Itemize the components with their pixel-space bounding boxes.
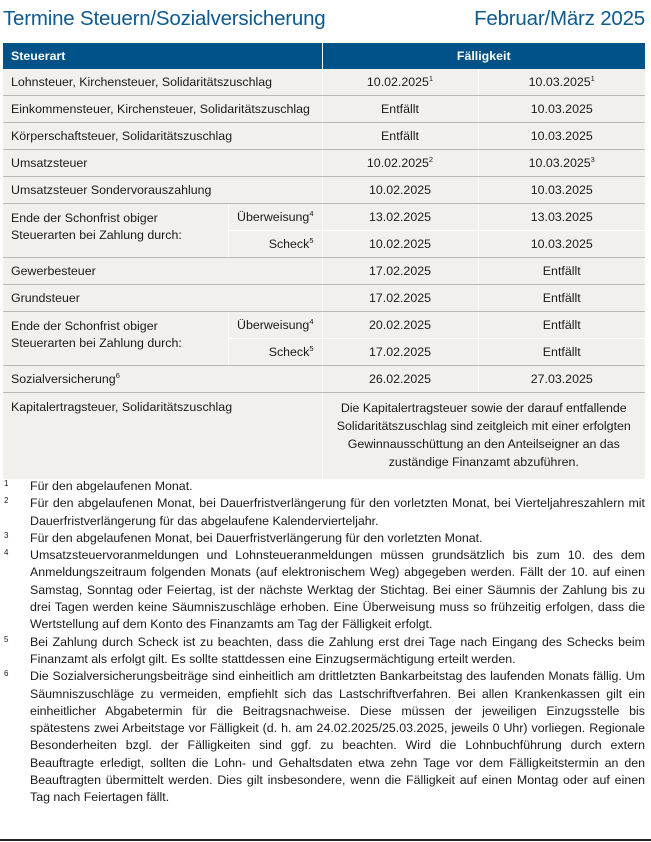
row-label: Gewerbesteuer [3,258,322,285]
due-february [322,150,478,177]
table-row [3,123,645,150]
payment-method-scheck [228,231,322,258]
schonfrist-label: Ende der Schonfrist obiger Steuerarten bei Zahlung durch: [3,312,228,366]
footnote-number: 3 [4,530,9,540]
table-row [3,150,645,177]
footnote [3,634,645,669]
label-text: Sozialversicherung [11,372,116,386]
footnote-text: Die Sozialversicherungsbeiträge sind einheitlich am drittletzten Bankarbeitstag des laufenden Monats fällig. Um Säumniszuschläge zu vermeiden, empfiehlt sich das Lastschriftverfahren. Bei allen Krankenkassen gilt ein einheitlicher Abgabetermin für die Beitragsnachweise. Diese müssen der jeweiligen Einzugsstelle bis spätestens zwei Arbeitstage vor Fälligkeit (d. h. am 24.02.2025/25.03.2025, jeweils 0 Uhr) vorliegen. Regionale Besonderheiten bzgl. der Fälligkeiten sind ggf. zu beachten. Wird die Lohnbuchführung durch extern Beauftragte erledigt, sollten die Lohn- und Gehaltsdaten etwa zehn Tage vor dem Fälligkeitstermin an den Beauftragten übermittelt werden. Dies gilt insbesondere, wenn die Fälligkeit auf einen Montag oder auf einen Tag nach Feiertagen fällt. [30,669,645,805]
date-value: 10.03.2025 [528,156,591,170]
row-label: Einkommensteuer, Kirchensteuer, Solidaritätszuschlag [3,96,322,123]
row-label: Umsatzsteuer Sondervorauszahlung [3,177,322,204]
payment-method-scheck [228,339,322,366]
row-label: Grundsteuer [3,285,322,312]
footnote-ref: 6 [115,371,120,380]
page-title: Termine Steuern/Sozialversicherung [3,7,326,30]
date-value: 10.03.2025 [528,75,591,89]
table-header-row [3,43,645,69]
table-row-schonfrist-ueberweisung [3,312,645,339]
row-label: Körperschaftsteuer, Solidaritätszuschlag [3,123,322,150]
table-row [3,258,645,285]
kapitalertragsteuer-note: Die Kapitalertragsteuer sowie der darauf entfallende Solidaritätszuschlag sind zeitgleich mit einer erfolgten Gewinnausschüttung an den Anteilseigner an das zuständige Finanzamt abzuführen. [322,393,645,480]
footnote-text: Bei Zahlung durch Scheck ist zu beachten, dass die Zahlung erst drei Tage nach Eingang des Schecks beim Finanzamt als erfolgt gilt. Es sollte stattdessen eine Einzugsermächtigung erteilt werden. [30,634,645,666]
payment-method-ueberweisung [228,204,322,231]
due-march: 10.03.2025 [478,96,645,123]
footnote [3,478,645,495]
method-label: Scheck [268,237,310,251]
column-header-steuerart: Steuerart [3,43,322,69]
table-row [3,69,645,96]
date-value: 10.02.2025 [366,156,429,170]
footnote-ref: 5 [309,344,314,353]
payment-method-ueberweisung [228,312,322,339]
page-header [3,4,645,34]
footnote [3,530,645,547]
due-february: 17.02.2025 [322,258,478,285]
footnote [3,547,645,633]
column-header-faelligkeit: Fälligkeit [322,43,645,69]
bottom-divider [0,839,651,841]
footnote-text: Für den abgelaufenen Monat, bei Dauerfristverlängerung für den vorletzten Monat, bei Vierteljahreszahlern mit Dauerfristverlängerung für das abgelaufene Kalendervierteljahr. [30,496,645,528]
due-march: 10.03.2025 [478,123,645,150]
footnote-text: Umsatzsteuervoranmeldungen und Lohnsteueranmeldungen müssen grundsätzlich bis zum 10. des dem Anmeldungszeitraum folgenden Monats (auf elektronischem Weg) abgegeben werden. Fällt der 10. auf einen Samstag, Sonntag oder Feiertag, ist der nächste Werktag der Stichtag. Bei einer Säumnis der Zahlung bis zu drei Tagen werden keine Säumniszuschläge erhoben. Eine Überweisung muss so frühzeitig erfolgen, dass die Wertstellung auf dem Konto des Finanzamts am Tag der Fälligkeit erfolgt. [30,548,645,632]
due-february: 20.02.2025 [322,312,478,339]
footnote [3,668,645,806]
table-row-sozialversicherung [3,366,645,393]
table-row [3,177,645,204]
footnotes [3,478,645,807]
due-february: 10.02.2025 [322,231,478,258]
footnote-ref: 5 [309,236,314,245]
due-march: 13.03.2025 [478,204,645,231]
table-row [3,96,645,123]
footnote [3,495,645,530]
row-label: Lohnsteuer, Kirchensteuer, Solidaritätszuschlag [3,69,322,96]
due-february: 17.02.2025 [322,285,478,312]
footnote-ref: 1 [590,74,595,83]
due-february: 26.02.2025 [322,366,478,393]
footnote-number: 2 [4,496,9,506]
due-march: 27.03.2025 [478,366,645,393]
footnote-number: 6 [4,669,9,679]
due-february: 13.02.2025 [322,204,478,231]
footnote-text: Für den abgelaufenen Monat, bei Dauerfristverlängerung für den vorletzten Monat. [30,530,483,545]
due-february: 17.02.2025 [322,339,478,366]
tax-deadlines-table [3,43,645,479]
row-label [3,366,322,393]
method-label: Überweisung [237,210,310,224]
due-march: 10.03.2025 [478,177,645,204]
table-row [3,285,645,312]
method-label: Scheck [268,345,310,359]
table-row-schonfrist-ueberweisung [3,204,645,231]
due-february: 10.02.2025 [322,177,478,204]
footnote-number: 4 [4,548,9,558]
method-label: Überweisung [237,318,310,332]
date-value: 10.02.2025 [366,75,429,89]
footnote-text: Für den abgelaufenen Monat. [30,479,193,493]
due-march [478,69,645,96]
schonfrist-label: Ende der Schonfrist obiger Steuerarten bei Zahlung durch: [3,204,228,258]
row-label: Umsatzsteuer [3,150,322,177]
due-march: Entfällt [478,258,645,285]
due-february [322,69,478,96]
footnote-ref: 4 [309,317,314,326]
footnote-ref: 4 [309,209,314,218]
footnote-ref: 3 [590,155,595,164]
due-march: 10.03.2025 [478,231,645,258]
footnote-number: 1 [4,479,9,488]
due-february: Entfällt [322,96,478,123]
due-march: Entfällt [478,285,645,312]
due-march: Entfällt [478,339,645,366]
due-march [478,150,645,177]
footnote-ref: 1 [428,74,434,83]
period-label: Februar/März 2025 [474,7,645,30]
table-row-kapitalertragsteuer [3,393,645,480]
due-february: Entfällt [322,123,478,150]
footnote-ref: 2 [428,155,434,164]
due-march: Entfällt [478,312,645,339]
footnote-number: 5 [4,634,9,644]
row-label: Kapitalertragsteuer, Solidaritätszuschlag [3,393,322,480]
